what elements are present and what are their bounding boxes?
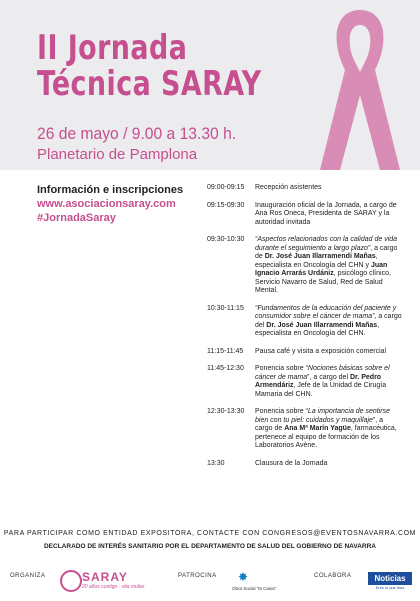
program-time: 13:30	[207, 459, 225, 467]
program-time: 12:30-13:30	[207, 408, 245, 415]
program-row	[207, 365, 402, 399]
saray-name: SARAY	[82, 570, 128, 584]
program-desc: “Aspectos relacionados con la calidad de vida durante el seguimiento a largo plazo”, a cargo de Dr. José Juan Illarramendi Mañas, especialista en Oncología del CHN y Juan Ignacio Arrarás Urdániz, psicólogo clínico, Servicio Navarro de Salud, Red de Salud Mental.	[255, 236, 398, 294]
program-row	[207, 236, 402, 296]
logo-strip	[0, 570, 420, 600]
program-time: 09:15-09:30	[207, 201, 245, 209]
label-patrocina: PATROCINA	[178, 573, 217, 579]
program-row	[207, 348, 402, 357]
program-row	[207, 408, 402, 451]
program-row	[207, 460, 402, 469]
noticias-name: Noticias	[368, 572, 412, 585]
footer-contact: PARA PARTICIPAR COMO ENTIDAD EXPOSITORA, CONTACTE CON CONGRESOS@EVENTOSNAVARRA.COM	[3, 530, 417, 537]
saray-mark-icon	[60, 570, 82, 592]
program-list	[207, 184, 402, 477]
title-line-1: II Jornada	[37, 28, 188, 68]
event-place: Planetario de Pamplona	[37, 146, 198, 163]
info-heading: Información e inscripciones	[37, 184, 184, 196]
header-band	[0, 0, 420, 170]
title-line-2: Técnica SARAY	[37, 64, 262, 104]
caixa-logo	[232, 570, 282, 598]
program-desc: Pausa café y visita a exposición comercial	[255, 347, 387, 355]
caixa-star-icon: ✸	[238, 570, 249, 584]
info-hashtag: #JornadaSaray	[37, 212, 116, 224]
saray-tagline: 20 años contigo · vita mulier	[82, 584, 145, 590]
program-time: 09:30-10:30	[207, 236, 245, 243]
program-row	[207, 184, 402, 193]
program-time: 09:00-09:15	[207, 184, 245, 191]
program-time: 10:30-11:15	[207, 304, 244, 312]
event-date: 26 de mayo / 9.00 a 13.30 h.	[37, 124, 237, 143]
footer-declaration: DECLARADO DE INTERÉS SANITARIO POR EL DEPARTAMENTO DE SALUD DEL GOBIERNO DE NAVARRA	[43, 543, 376, 550]
program-desc: “Fundamentos de la educación del paciente y consumidor sobre el cáncer de mama”, a cargo del Dr. José Juan Illarramendi Mañas, especialista en Oncología del CHN.	[255, 304, 402, 337]
noticias-logo	[368, 572, 412, 594]
program-desc: Recepción asistentes	[255, 184, 322, 191]
program-row	[207, 305, 402, 339]
program-desc: Inauguración oficial de la Jornada, a cargo de Ana Ros Oneca, Presidenta de SARAY y la autoridad invitada	[255, 201, 397, 226]
saray-logo	[60, 570, 150, 598]
program-desc: Ponencia sobre “La importancia de sentirse bien con tu piel: cuidados y maquillaje”, a cargo de Ana Mª Marín Yagüe, farmacéutica, pertenece al equipo de formación de los Laboratorios Avène.	[255, 408, 397, 449]
program-row	[207, 202, 402, 228]
noticias-sub: Eres lo que lees	[375, 585, 405, 590]
info-block	[37, 183, 183, 225]
program-desc: Ponencia sobre “Nociones básicas sobre el cáncer de mama”, a cargo del Dr. Pedro Armendáriz, Jefe de la Unidad de Cirugía Mamaria del CHN.	[255, 365, 390, 398]
caixa-text: Obra Social "la Caixa"	[232, 586, 277, 591]
info-url[interactable]: www.asociacionsaray.com	[37, 198, 176, 210]
program-desc: Clausura de la Jornada	[255, 459, 328, 467]
pink-ribbon-icon	[300, 0, 420, 170]
program-time: 11:15-11:45	[207, 347, 244, 355]
page-title	[37, 30, 262, 102]
label-colabora: COLABORA	[314, 573, 352, 579]
label-organiza: ORGANIZA	[10, 573, 46, 579]
program-time: 11:45-12:30	[207, 365, 244, 372]
